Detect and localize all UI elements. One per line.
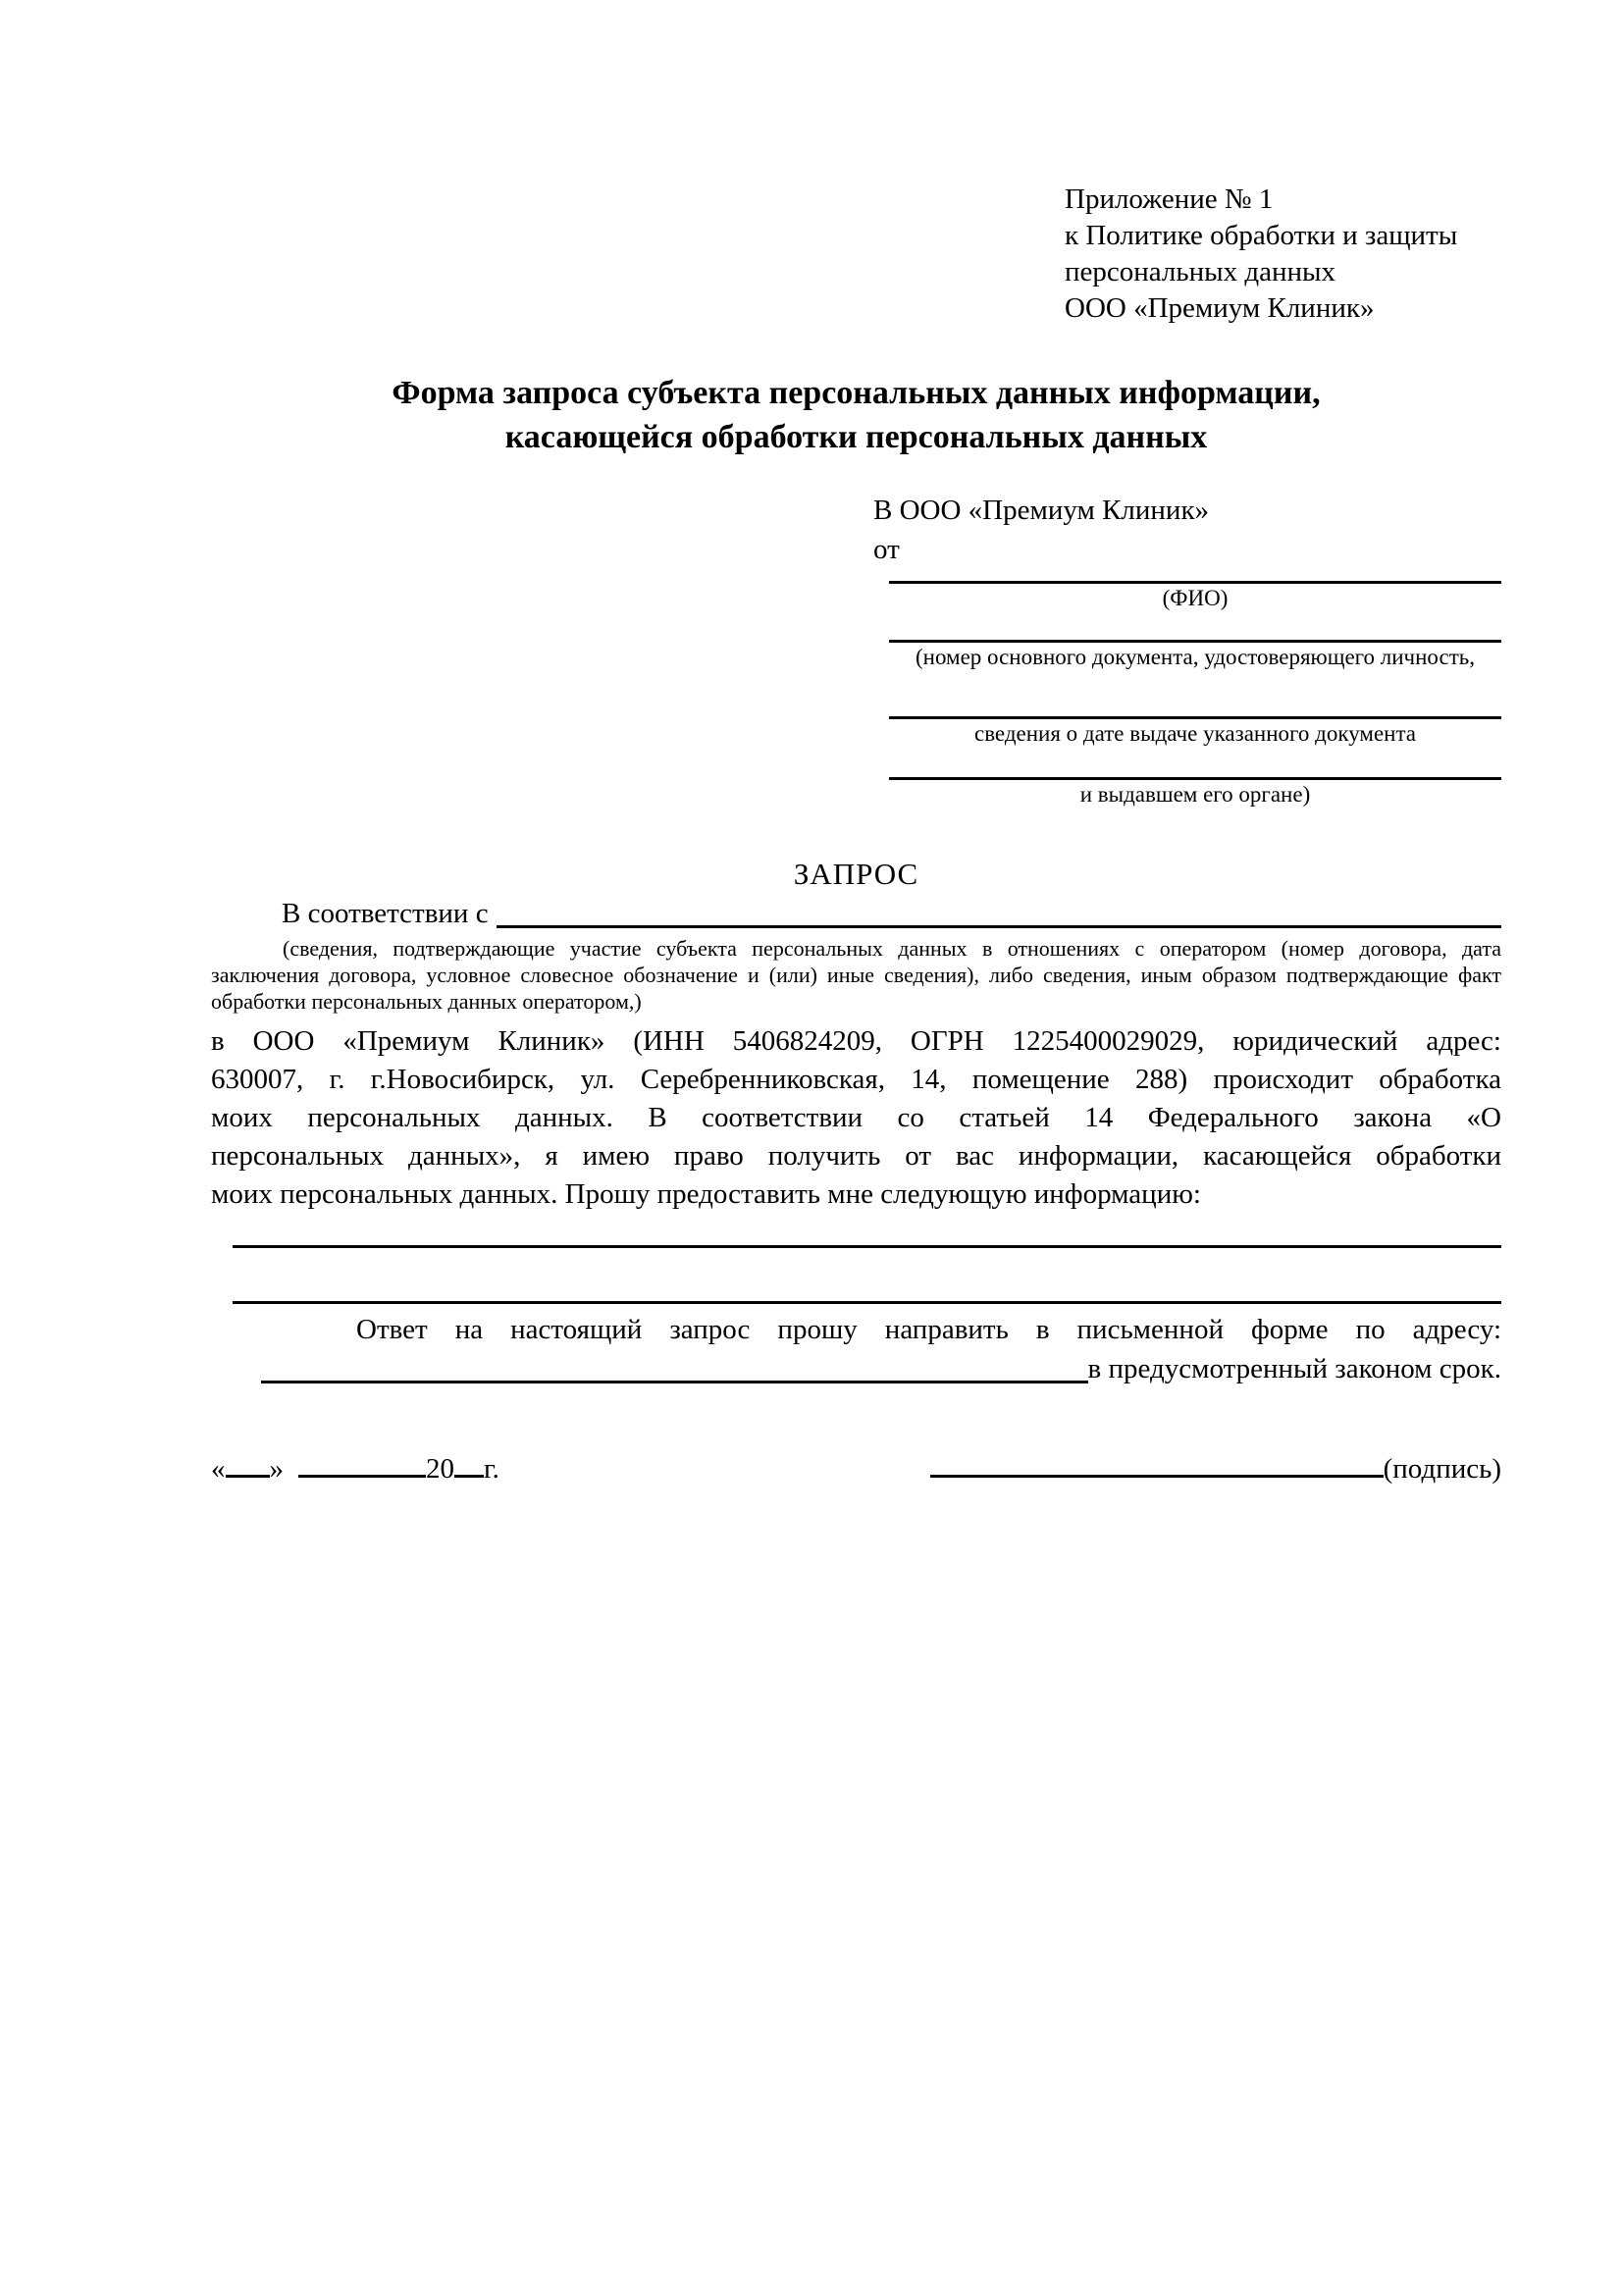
date-signature-row (211, 1449, 1501, 1488)
basis-explanation-line: (сведения, подтверждающие участие субъекта персональных данных в отношениях с оператором (номер договора, дата (283, 936, 1501, 961)
date-field (211, 1449, 499, 1488)
field-issuing-authority (889, 777, 1501, 809)
body-line: в ООО «Премиум Клиник» (ИНН 5406824209, ОГРН 1225400029029, юридический адрес: (211, 1025, 1501, 1057)
appendix-header-line: ООО «Премиум Клиник» (1065, 292, 1375, 324)
body-line: персональных данных», я имею право получить от вас информации, касающейся обработки (211, 1140, 1501, 1172)
requested-info-blank-line-1 (233, 1245, 1501, 1248)
issue-date-caption: сведения о дате выдаче указанного документа (973, 721, 1417, 746)
basis-line (211, 894, 1501, 933)
date-year-prefix: 20 (426, 1453, 454, 1485)
request-body-paragraph (211, 1022, 1501, 1214)
form-title (211, 371, 1501, 459)
reply-suffix-text: в предусмотренный законом срок. (1087, 1353, 1501, 1384)
date-open-quote: « (211, 1453, 226, 1485)
addressee-from-label: от (873, 534, 900, 565)
basis-lead-in-text: В соответствии с (282, 898, 489, 929)
date-close-quote: » (269, 1453, 284, 1485)
signature-blank-line (930, 1471, 1384, 1478)
basis-explanation (211, 935, 1501, 1015)
date-month-blank (298, 1471, 426, 1478)
request-heading: ЗАПРОС (793, 857, 919, 891)
date-year-suffix: г. (484, 1453, 499, 1485)
basis-explanation-line: обработки персональных данных оператором,) (211, 989, 642, 1014)
reply-address-line (211, 1349, 1501, 1388)
field-issue-date (889, 716, 1501, 749)
reply-address-blank-line (261, 1349, 1088, 1383)
basis-blank-line (497, 894, 1501, 928)
form-title-line: Форма запроса субъекта персональных данных информации, (392, 375, 1321, 411)
form-title-line: касающейся обработки персональных данных (504, 419, 1208, 455)
addressee-to: В ООО «Премиум Клиник» (873, 495, 1210, 526)
body-line: моих персональных данных. Прошу предоставить мне следующую информацию: (211, 1178, 1201, 1210)
date-year-blank (454, 1471, 484, 1478)
requested-info-blank-line-2 (233, 1301, 1501, 1304)
signature-caption: (подпись) (1383, 1453, 1501, 1485)
appendix-header-line: к Политике обработки и защиты (1065, 220, 1458, 251)
field-document-number (889, 640, 1501, 672)
appendix-header-line: Приложение № 1 (1065, 183, 1274, 215)
body-line: моих персональных данных. В соответствии со статьей 14 Федерального закона «О (211, 1102, 1501, 1133)
document-number-caption: (номер основного документа, удостоверяющего личность, (915, 645, 1475, 669)
reply-address-spacer (211, 1349, 253, 1388)
basis-explanation-line: заключения договора, условное словесное обозначение и (или) иные сведения), либо сведения, иным образом подтверждающие факт (211, 963, 1501, 987)
reply-instruction-line: Ответ на настоящий запрос прошу направить в письменной форме по адресу: (356, 1314, 1501, 1345)
fio-caption: (ФИО) (1162, 586, 1229, 610)
field-fio (889, 581, 1501, 613)
appendix-header (1065, 182, 1501, 327)
appendix-header-line: персональных данных (1065, 256, 1336, 287)
applicant-fields (889, 581, 1501, 809)
issuing-authority-caption: и выдавшем его органе) (1079, 782, 1311, 807)
date-day-blank (226, 1471, 270, 1478)
body-line: 630007, г. г.Новосибирск, ул. Серебренниковская, 14, помещение 288) происходит обработка (211, 1064, 1501, 1095)
addressee-block (873, 491, 1501, 569)
signature-field (930, 1449, 1501, 1488)
